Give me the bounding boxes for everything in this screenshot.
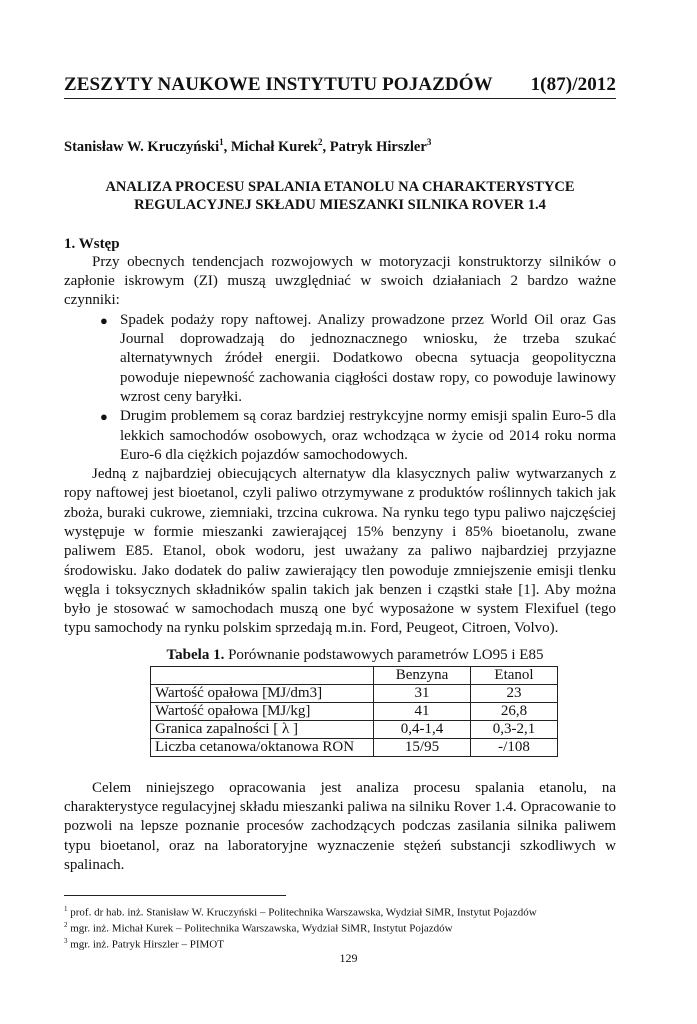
table-row	[151, 738, 558, 756]
table-row	[151, 684, 558, 702]
table-header-row	[151, 666, 558, 684]
table-header-cell	[151, 666, 374, 684]
table-cell: 26,8	[471, 702, 558, 720]
table-cell: 23	[471, 684, 558, 702]
table-caption-text: Porównanie podstawowych parametrów LO95 i E85	[224, 646, 544, 663]
footnote-text: mgr. inż. Patryk Hirszler – PIMOT	[67, 938, 224, 951]
table-row	[151, 702, 558, 720]
table-row	[151, 720, 558, 738]
table-cell: 15/95	[374, 738, 471, 756]
footnote-text: mgr. inż. Michał Kurek – Politechnika Warszawska, Wydział SiMR, Instytut Pojazdów	[67, 922, 453, 935]
table-cell: 0,4-1,4	[374, 720, 471, 738]
author-footnote-mark: 3	[426, 137, 432, 147]
table-cell: Granica zapalności [ λ ]	[151, 720, 374, 738]
section-heading: 1. Wstęp	[64, 235, 120, 252]
footnote-mark: 2	[64, 921, 68, 930]
bullet-icon: ●	[100, 409, 108, 425]
table-cell: -/108	[471, 738, 558, 756]
footnote	[64, 919, 624, 935]
author-name: Michał Kurek	[230, 138, 319, 155]
paper-title-line: REGULACYJNEJ SKŁADU MIESZANKI SILNIKA ROVER 1.4	[134, 196, 546, 213]
table-caption-label: Tabela 1.	[166, 646, 225, 663]
author-name: Patryk Hirszler	[329, 138, 427, 155]
author-list	[64, 137, 616, 156]
table-cell: 0,3-2,1	[471, 720, 558, 738]
intro-paragraph: Przy obecnych tendencjach rozwojowych w motoryzacji konstruktorzy silników o zapłonie iskrowym (ZI) muszą uwzględniać w swoich działaniach 2 bardzo ważne czynniki:	[64, 253, 616, 309]
table-cell: Wartość opałowa [MJ/dm3]	[151, 684, 374, 702]
issue-number: 1(87)/2012	[530, 74, 616, 95]
running-header	[64, 74, 616, 99]
footnote-mark: 3	[64, 937, 68, 946]
table-header-cell: Benzyna	[374, 666, 471, 684]
author-name: Stanisław W. Kruczyński	[64, 138, 220, 155]
table-caption	[64, 647, 616, 664]
bullet-icon: ●	[100, 312, 108, 328]
paper-title-line: ANALIZA PROCESU SPALANIA ETANOLU NA CHARAKTERYSTYCE	[105, 178, 575, 195]
table-header-cell: Etanol	[471, 666, 558, 684]
list-item	[100, 407, 616, 465]
footnotes	[64, 903, 624, 951]
page-number: 129	[339, 951, 358, 965]
footnote-mark: 1	[64, 905, 68, 913]
body-paragraph: Celem niniejszego opracowania jest analiza procesu spalania etanolu, na charakterystyce regulacyjnej składu mieszanki paliwa na silniku Rover 1.4. Opracowanie to pozwoli na lepsze poznanie procesów zachodzących podczas zasilania silnika paliwem typu bioetanol, oraz na laboratoryjne wyznaczenie stężeń substancji szkodliwych w spalinach.	[64, 779, 616, 873]
footnote-divider	[64, 895, 286, 896]
footnote	[64, 903, 624, 919]
footnote-text: prof. dr hab. inż. Stanisław W. Kruczyński – Politechnika Warszawska, Wydział SiMR, Instytut Pojazdów	[67, 906, 537, 919]
author-separator: ,	[322, 138, 330, 155]
author-separator: ,	[223, 138, 231, 155]
journal-title: ZESZYTY NAUKOWE INSTYTUTU POJAZDÓW	[64, 74, 493, 95]
body-paragraph: Jedną z najbardziej obiecujących alternatyw dla klasycznych paliw wytwarzanych z ropy naftowej jest bioetanol, czyli paliwo otrzymywane z produktów roślinnych takich jak zboża, buraki cukrowe, ziemniaki, trzcina cukrowa. Na rynku tego typu paliwo najczęściej występuje w formie mieszanki zawierającej 15% benzyny i 85% bioetanolu, zwane paliwem E85. Etanol, obok wodoru, jest uważany za paliwo najbardziej przyjazne środowisku. Jako dodatek do paliw zawierający tlen powoduje zmniejszenie emisji tlenku węgla i toksycznych składników spalin takich jak benzen i cząstki stałe [1]. Aby można było je stosować w samochodach muszą one być wyposażone w system Flexifuel (tego typu samochody na rynku polskim sprzedają m.in. Ford, Peugeot, Citroen, Volvo).	[64, 466, 616, 637]
footnote	[64, 935, 624, 951]
author-footnote-mark: 1	[219, 137, 224, 147]
bullet-list	[64, 311, 616, 465]
paper-title	[64, 178, 616, 214]
table-cell: Liczba cetanowa/oktanowa RON	[151, 738, 374, 756]
author-footnote-mark: 2	[318, 137, 323, 147]
table-cell: 41	[374, 702, 471, 720]
comparison-table	[150, 666, 558, 757]
page-body	[64, 74, 616, 875]
list-item-text: Drugim problemem są coraz bardziej restrykcyjne normy emisji spalin Euro-5 dla lekkich samochodów osobowych, oraz wchodząca w życie od 2014 roku norma Euro-6 dla ciężkich pojazdów samochodowych.	[120, 408, 616, 463]
list-item-text: Spadek podaży ropy naftowej. Analizy prowadzone przez World Oil oraz Gas Journal doprowadzają do jednoznacznego wniosku, że trzeba szukać alternatywnych źródeł energii. Dodatkowo obecna sytuacja geopolityczna powoduje niepewność zachowania ciągłości dostaw ropy, co powoduje lawinowy wzrost ceny baryłki.	[120, 311, 616, 405]
list-item	[100, 311, 616, 407]
table-cell: Wartość opałowa [MJ/kg]	[151, 702, 374, 720]
table-cell: 31	[374, 684, 471, 702]
